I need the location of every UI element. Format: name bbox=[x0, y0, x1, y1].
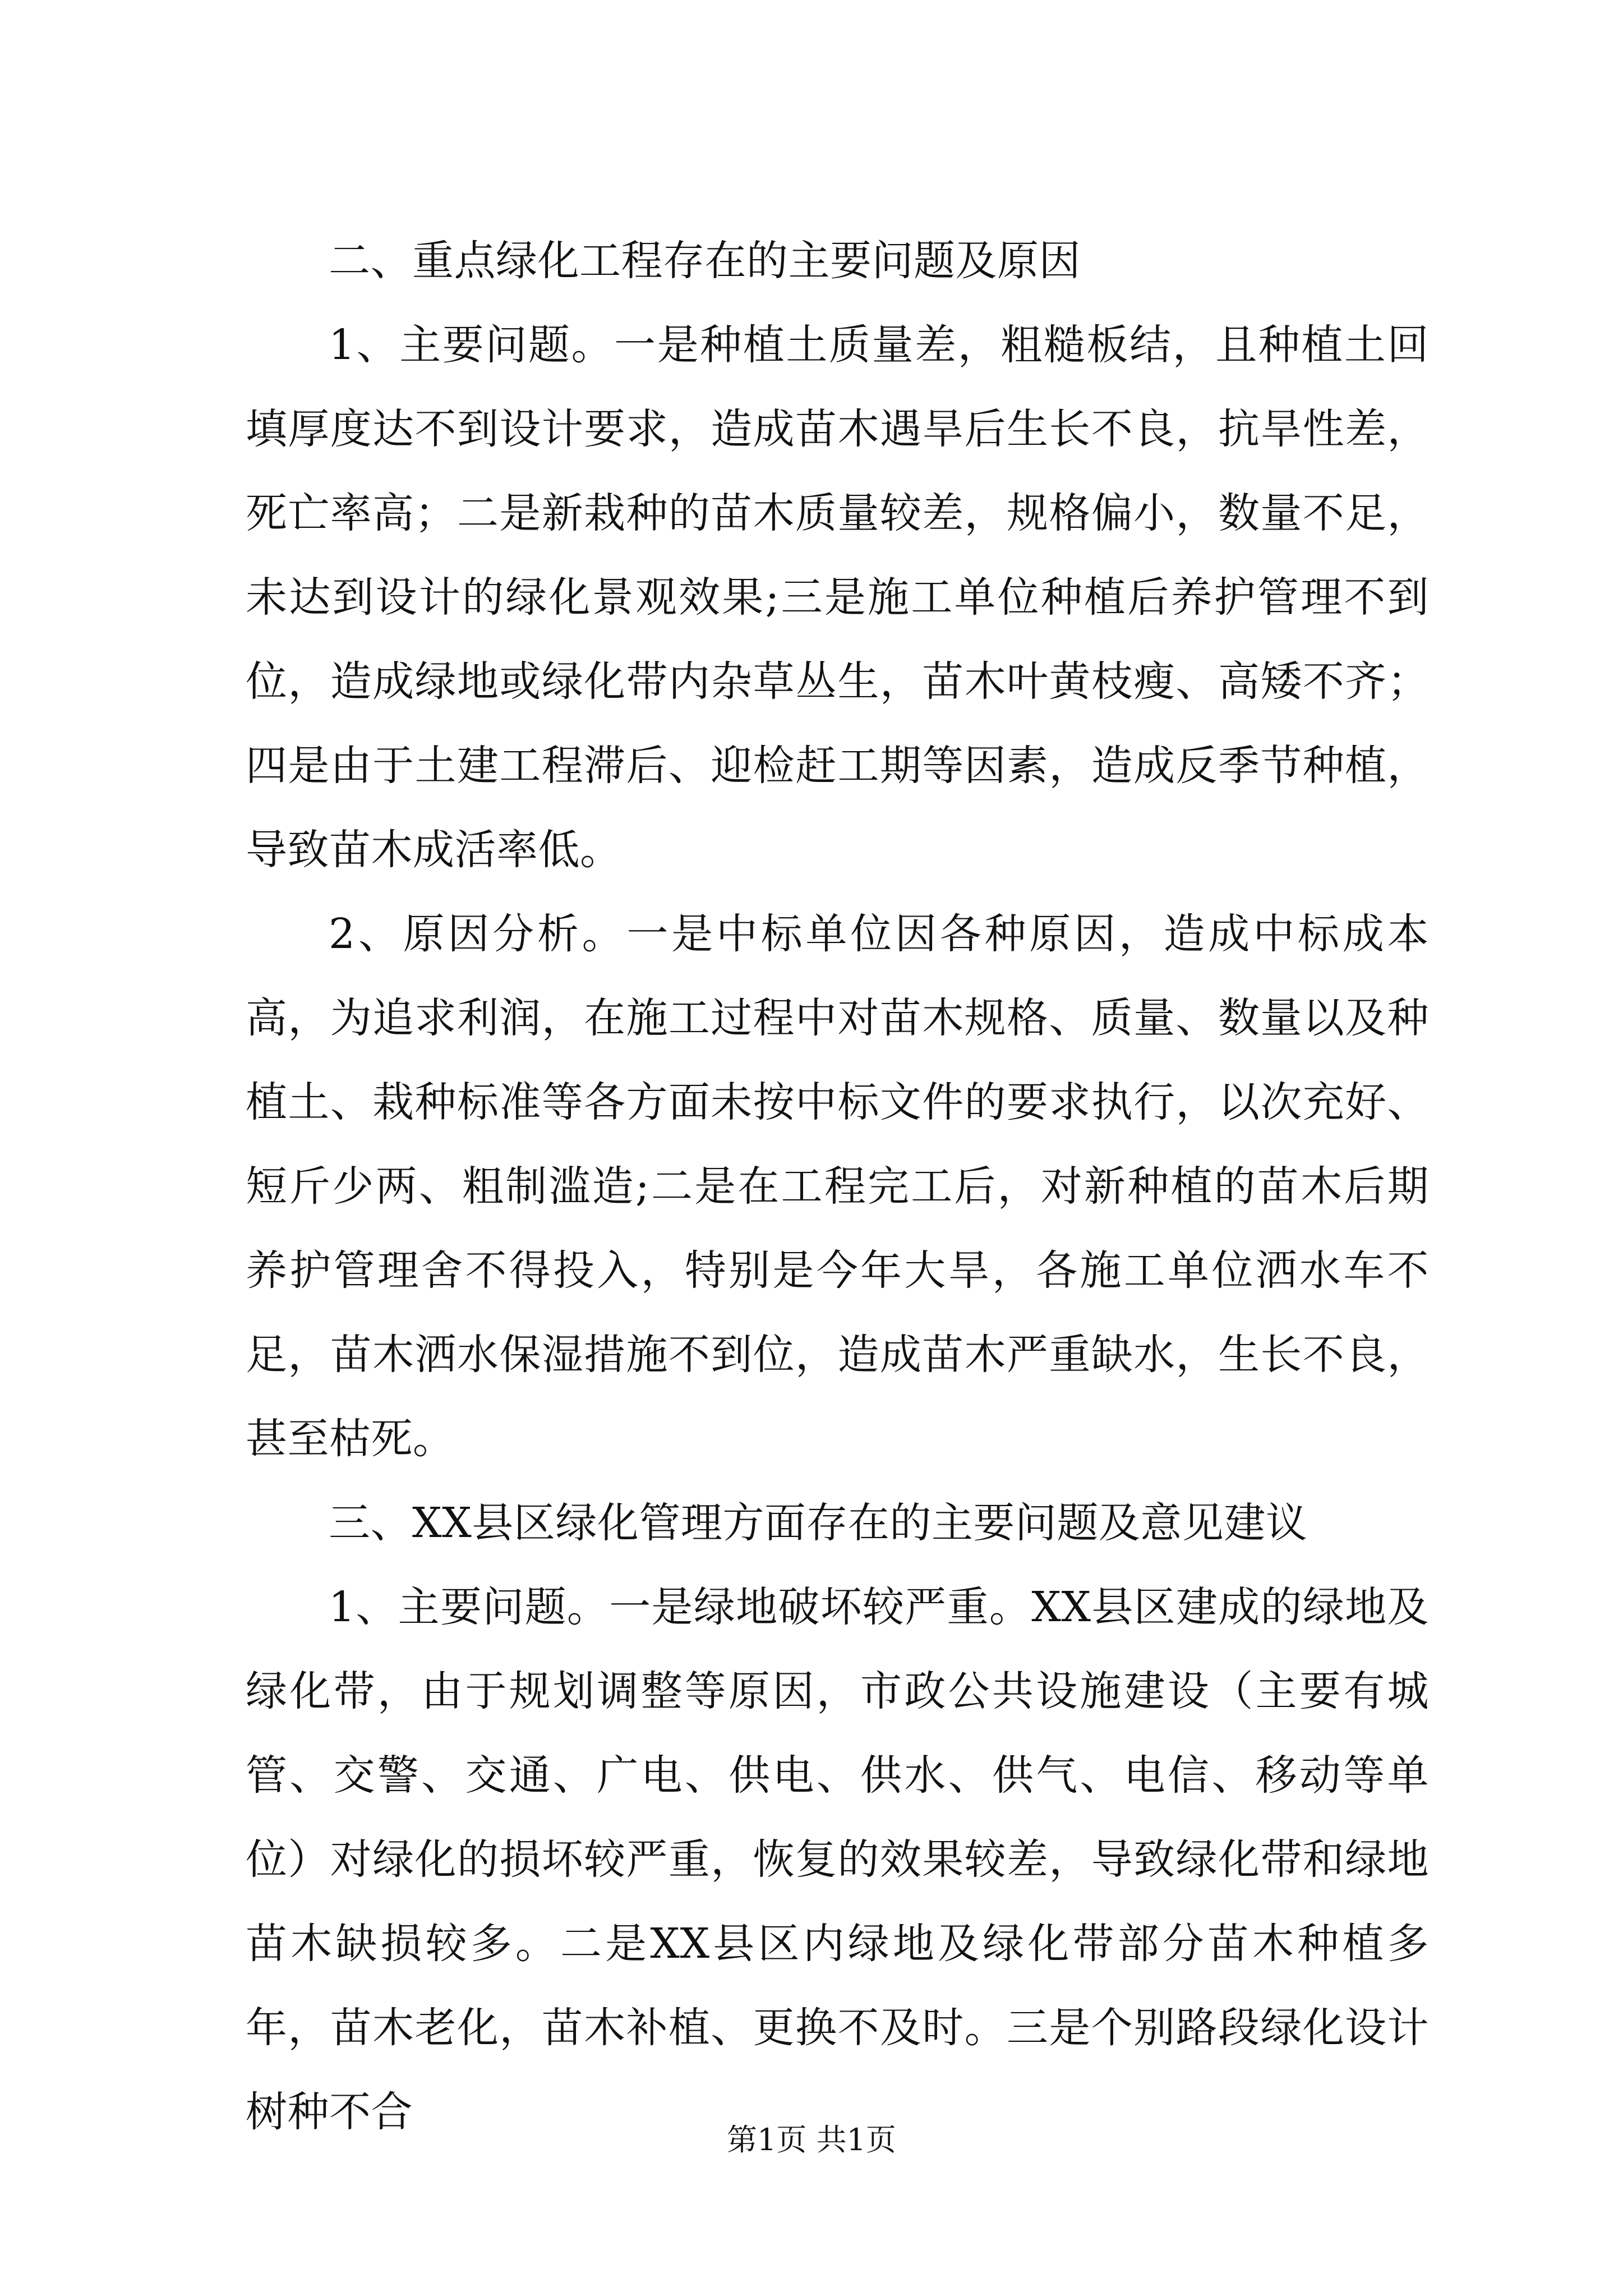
document-body bbox=[246, 219, 1429, 2154]
section-heading-2: 二、重点绿化工程存在的主要问题及原因 bbox=[329, 237, 1081, 285]
paragraph-main-problems: 1、主要问题。一是种植土质量差，粗糙板结，且种植土回填厚度达不到设计要求，造成苗木遇旱后生长不良，抗旱性差，死亡率高；二是新栽种的苗木质量较差，规格偏小，数量不足，未达到设计的绿化景观效果;三是施工单位种植后养护管理不到位，造成绿地或绿化带内杂草丛生，苗木叶黄枝瘦、高矮不齐；四是由于土建工程滞后、迎检赶工期等因素，造成反季节种植，导致苗木成活率低。 bbox=[246, 321, 1429, 874]
section-heading-3: 三、XX县区绿化管理方面存在的主要问题及意见建议 bbox=[329, 1499, 1308, 1547]
page-footer: 第1页 共1页 bbox=[727, 2122, 896, 2157]
paragraph-management-problems: 1、主要问题。一是绿地破坏较严重。XX县区建成的绿地及绿化带，由于规划调整等原因，市政公共设施建设（主要有城管、交警、交通、广电、供电、供水、供气、电信、移动等单位）对绿化的损坏较严重，恢复的效果较差，导致绿化带和绿地苗木缺损较多。二是XX县区内绿地及绿化带部分苗木种植多年，苗木老化，苗木补植、更换不及时。三是个别路段绿化设计树种不合 bbox=[246, 1583, 1429, 2136]
paragraph-cause-analysis: 2、原因分析。一是中标单位因各种原因，造成中标成本高，为追求利润，在施工过程中对苗木规格、质量、数量以及种植土、栽种标准等各方面未按中标文件的要求执行，以次充好、短斤少两、粗制滥造;二是在工程完工后，对新种植的苗木后期养护管理舍不得投入，特别是今年大旱，各施工单位洒水车不足，苗木洒水保湿措施不到位，造成苗木严重缺水，生长不良，甚至枯死。 bbox=[246, 910, 1429, 1463]
